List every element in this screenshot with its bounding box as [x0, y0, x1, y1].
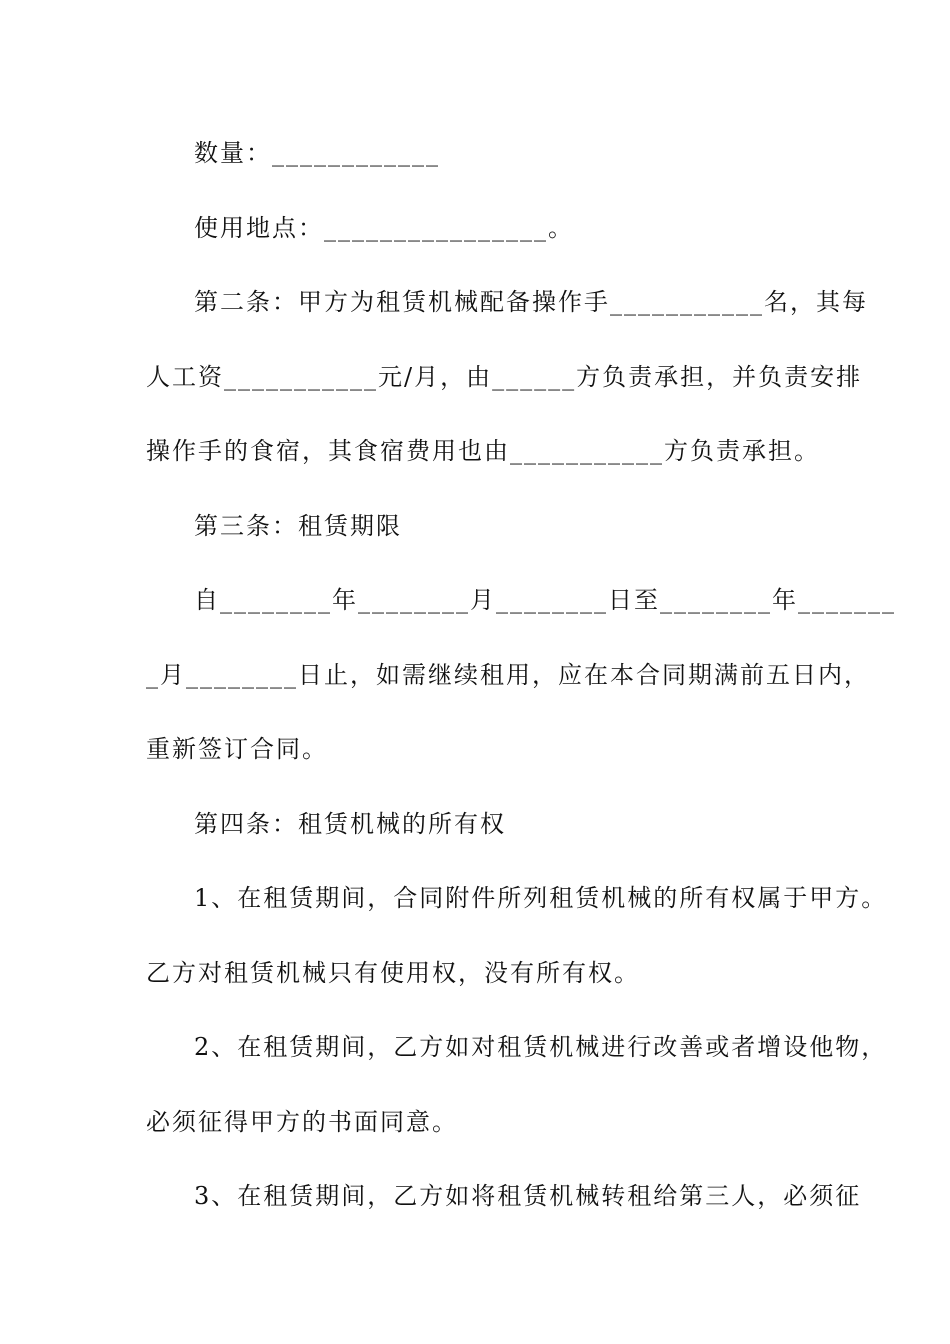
- text-line-clause1-part1: 1、在租赁期间，合同附件所列租赁机械的所有权属于甲方。: [194, 884, 888, 912]
- text-line-article2-part3: 操作手的食宿，其食宿费用也由___________方负责承担。: [146, 437, 820, 465]
- text-line-article2-part1: 第二条：甲方为租赁机械配备操作手___________名，其每: [194, 288, 868, 316]
- text-line-location: 使用地点：________________。: [194, 214, 574, 242]
- section-heading-article4: 第四条：租赁机械的所有权: [194, 810, 506, 838]
- text-line-term-part3: 重新签订合同。: [146, 735, 328, 763]
- text-line-article2-part2: 人工资___________元/月，由______方负责承担，并负责安排: [146, 363, 863, 391]
- text-line-clause2-part2: 必须征得甲方的书面同意。: [146, 1108, 458, 1136]
- text-line-term-part2: _月________日止，如需继续租用，应在本合同期满前五日内，: [146, 661, 870, 689]
- section-heading-article3: 第三条：租赁期限: [194, 512, 402, 540]
- text-line-clause1-part2: 乙方对租赁机械只有使用权，没有所有权。: [146, 959, 640, 987]
- text-line-quantity: 数量：____________: [194, 139, 440, 167]
- text-line-clause2-part1: 2、在租赁期间，乙方如对租赁机械进行改善或者增设他物，: [194, 1033, 888, 1061]
- text-line-clause3-part1: 3、在租赁期间，乙方如将租赁机械转租给第三人，必须征: [194, 1182, 862, 1210]
- text-line-term-part1: 自________年________月________日至________年_______: [194, 586, 896, 614]
